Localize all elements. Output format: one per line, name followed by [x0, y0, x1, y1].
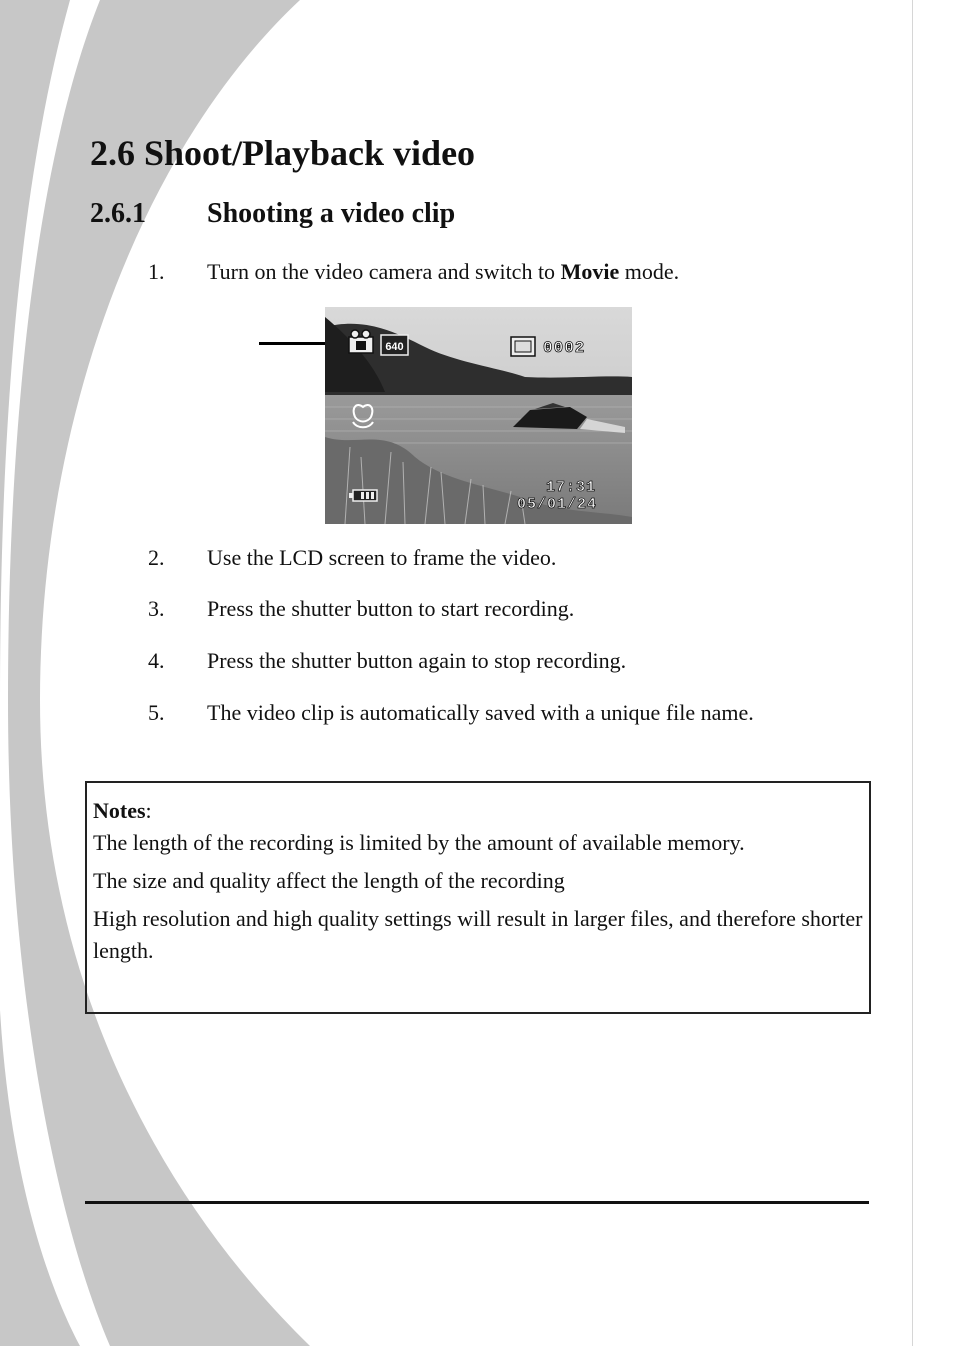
lcd-screen-image	[325, 307, 632, 524]
step-text: Use the LCD screen to frame the video.	[207, 545, 557, 570]
note-line: The length of the recording is limited by the amount of available memory.	[93, 830, 745, 855]
step-text: Turn on the video camera and switch to Movie mode.	[207, 259, 680, 284]
sd-card-icon	[511, 337, 535, 356]
note-line: High resolution and high quality settings will result in larger files, and therefore shorter length.	[93, 906, 863, 963]
step-number: 3.	[148, 596, 165, 621]
subsection-title: Shooting a video clip	[207, 198, 456, 229]
movie-mode-label: Movie	[560, 259, 620, 284]
step-number: 1.	[148, 259, 165, 284]
date-display: 05/01/24	[516, 496, 597, 513]
note-line: The size and quality affect the length of the recording	[93, 868, 565, 893]
step-number: 2.	[148, 545, 165, 570]
notes-title: Notes:	[93, 798, 152, 823]
resolution-badge	[381, 335, 408, 355]
time-display: 17:31	[545, 479, 596, 496]
resolution-text: 640	[385, 341, 404, 353]
step-text: Press the shutter button to start recording.	[207, 596, 575, 621]
step-text: The video clip is automatically saved with a unique file name.	[207, 700, 754, 725]
section-title: 2.6 Shoot/Playback video	[90, 133, 476, 173]
frame-counter: 0002	[543, 339, 586, 357]
subsection-number: 2.6.1	[90, 198, 146, 229]
step-text: Press the shutter button again to stop recording.	[207, 648, 627, 673]
step-number: 5.	[148, 700, 165, 725]
step-number: 4.	[148, 648, 165, 673]
battery-icon	[349, 490, 377, 501]
footer-divider	[85, 1201, 869, 1204]
notes-box	[85, 781, 871, 1014]
subsection-heading	[90, 198, 455, 230]
